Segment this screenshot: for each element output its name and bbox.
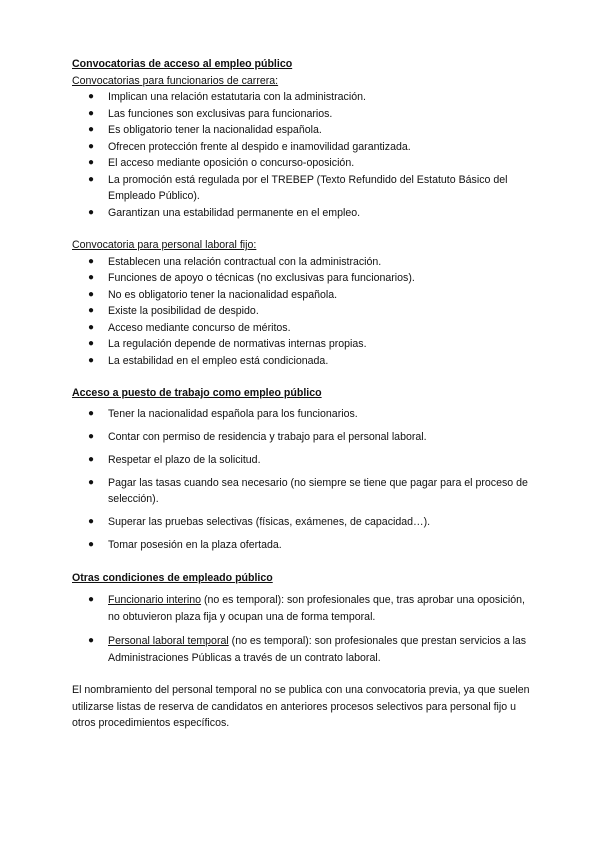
bullet-icon: ● <box>88 91 95 102</box>
list-item: ● Contar con permiso de residencia y trabajo para el personal laboral. <box>72 429 532 446</box>
bullet-icon: ● <box>88 272 95 283</box>
list-item: ● Pagar las tasas cuando sea necesario (no siempre se tiene que pagar para el proceso de selección). <box>88 476 528 505</box>
list-item: ● La promoción está regulada por el TREBEP (Texto Refundido del Estatuto Básico del Empleado Público). <box>88 173 508 202</box>
list-item: ● Superar las pruebas selectivas (físicas, exámenes, de capacidad…). <box>72 514 532 531</box>
section-personal-laboral <box>72 237 532 369</box>
bullet-icon: ● <box>88 430 95 442</box>
term-personal-laboral-temporal: Personal laboral temporal <box>108 635 229 647</box>
list-item: ● El acceso mediante oposición o concurso-oposición. <box>72 155 532 172</box>
section-title-convocatorias: Convocatorias de acceso al empleo público <box>72 58 293 70</box>
section-title-otras-condiciones: Otras condiciones de empleado público <box>72 571 273 584</box>
bullet-icon: ● <box>88 305 95 316</box>
list-item: ● Acceso mediante concurso de méritos. <box>72 320 532 337</box>
section-title-acceso-puesto: Acceso a puesto de trabajo como empleo público <box>72 387 322 399</box>
bullet-icon: ● <box>88 321 95 333</box>
section-otras-condiciones <box>72 570 532 732</box>
list-item: ● Las funciones son exclusivas para funcionarios. <box>72 106 532 123</box>
list-item: ● Es obligatorio tener la nacionalidad española. <box>72 122 532 139</box>
bullet-icon: ● <box>88 635 95 646</box>
list-item: ● Personal laboral temporal (no es temporal): son profesionales que prestan servicios a las Administraciones Públicas a través de un contrato laboral. <box>88 635 527 664</box>
subtitle-personal-laboral-fijo: Convocatoria para personal laboral fijo: <box>72 239 257 251</box>
list-item: ● Existe la posibilidad de despido. <box>72 303 532 320</box>
bullet-icon: ● <box>88 476 95 488</box>
bullet-icon: ● <box>88 288 95 300</box>
bullet-icon: ● <box>88 338 95 349</box>
list-item: ● Funciones de apoyo o técnicas (no exclusivas para funcionarios). <box>72 270 532 287</box>
list-otras-condiciones <box>72 592 532 666</box>
section-acceso-puesto <box>72 385 532 554</box>
bullet-icon: ● <box>88 124 95 135</box>
list-item: ● Funcionario interino (no es temporal): son profesionales que, tras aprobar una oposición, no obtuvieron plaza fija y ocupan una de forma temporal. <box>88 594 525 623</box>
document-content <box>72 56 532 742</box>
closing-paragraph: El nombramiento del personal temporal no se publica con una convocatoria previa, ya que suelen utilizarse listas de reserva de candidatos en anteriores procesos selectivos para personal fijo u otros procedimientos específicos. <box>72 684 530 729</box>
list-funcionarios-carrera <box>72 89 532 221</box>
list-item: ● Establecen una relación contractual con la administración. <box>72 254 532 271</box>
list-item: ● La regulación depende de normativas internas propias. <box>72 336 532 353</box>
list-item: ● Ofrecen protección frente al despido e inamovilidad garantizada. <box>72 139 532 156</box>
list-item: ● Tener la nacionalidad española para los funcionarios. <box>72 406 532 423</box>
bullet-icon: ● <box>88 407 95 419</box>
term-funcionario-interino: Funcionario interino <box>108 594 202 606</box>
bullet-icon: ● <box>88 539 95 550</box>
list-item: ● No es obligatorio tener la nacionalidad española. <box>72 287 532 304</box>
list-item: ● Tomar posesión en la plaza ofertada. <box>72 537 532 554</box>
bullet-icon: ● <box>88 140 95 152</box>
subtitle-funcionarios-carrera: Convocatorias para funcionarios de carrera: <box>72 74 279 87</box>
list-item: ● La estabilidad en el empleo está condicionada. <box>72 353 532 370</box>
list-item: ● Garantizan una estabilidad permanente en el empleo. <box>72 205 532 222</box>
bullet-icon: ● <box>88 516 95 527</box>
bullet-icon: ● <box>88 255 95 267</box>
bullet-icon: ● <box>88 594 95 605</box>
bullet-icon: ● <box>88 173 95 185</box>
bullet-icon: ● <box>88 157 95 168</box>
bullet-icon: ● <box>88 354 95 366</box>
bullet-icon: ● <box>88 206 95 218</box>
list-acceso-puesto <box>72 406 532 554</box>
list-item: ● Respetar el plazo de la solicitud. <box>72 452 532 469</box>
list-item: ● Implican una relación estatutaria con la administración. <box>72 89 532 106</box>
bullet-icon: ● <box>88 107 95 119</box>
list-personal-laboral <box>72 254 532 370</box>
bullet-icon: ● <box>88 453 95 465</box>
